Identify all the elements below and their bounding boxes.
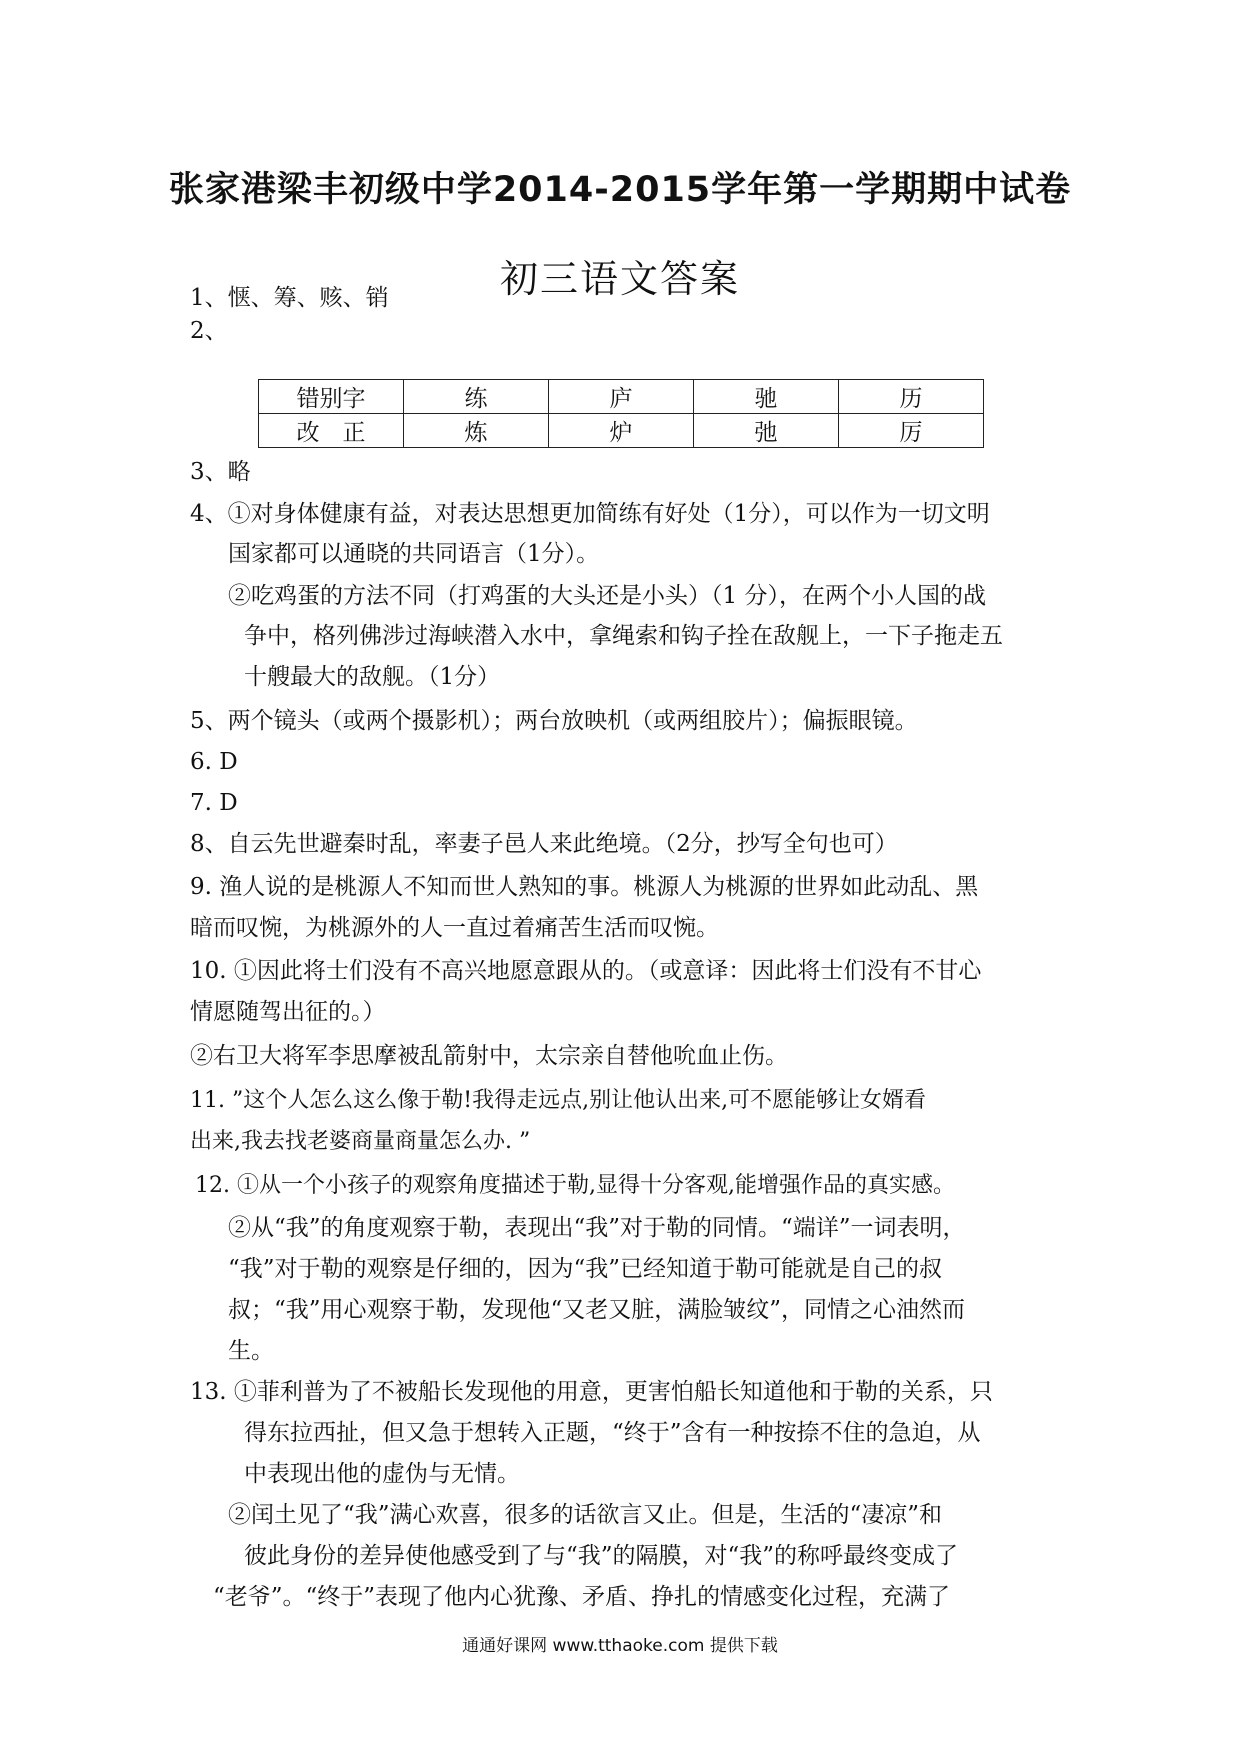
footer-download-note: 通通好课网 www.tthaoke.com 提供下载 xyxy=(462,1636,778,1656)
answer-13-line: “老爷”。“终于”表现了他内心犹豫、矛盾、挣扎的情感变化过程，充满了 xyxy=(213,1584,951,1610)
answer-4-line: 国家都可以通晓的共同语言（1分）。 xyxy=(228,541,600,567)
answer-12-line: ②从“我”的角度观察于勒，表现出“我”对于勒的同情。“端详”一词表明， xyxy=(228,1215,966,1241)
answer-9-line: 暗而叹惋，为桃源外的人一直过着痛苦生活而叹惋。 xyxy=(190,915,719,941)
answer-12-line: 叔；“我”用心观察于勒，发现他“又老又脏，满脸皱纹”，同情之心油然而 xyxy=(228,1297,966,1323)
answer-7: 7. D xyxy=(190,790,238,816)
answer-12-line: 生。 xyxy=(228,1338,274,1364)
answer-13-line: 13. ①菲利普为了不被船长发现他的用意，更害怕船长知道他和于勒的关系，只 xyxy=(190,1379,993,1405)
answer-13-line: 中表现出他的虚伪与无情。 xyxy=(244,1461,520,1487)
answer-11-line: 出来,我去找老婆商量商量怎么办. ” xyxy=(190,1129,531,1154)
answer-2-label: 2、 xyxy=(190,318,228,344)
answer-10-line: ②右卫大将军李思摩被乱箭射中，太宗亲自替他吮血止伤。 xyxy=(190,1043,788,1069)
table-cell: 炉 xyxy=(549,414,694,448)
answer-12-line: 12. ①从一个小孩子的观察角度描述于勒,显得十分客观,能增强作品的真实感。 xyxy=(195,1173,955,1198)
table-cell: 改 正 xyxy=(259,414,404,448)
table-row-typos xyxy=(259,380,984,414)
table-cell: 练 xyxy=(404,380,549,414)
answer-4-line: 4、①对身体健康有益，对表达思想更加简练有好处（1分），可以作为一切文明 xyxy=(190,501,990,527)
answer-5: 5、两个镜头（或两个摄影机）；两台放映机（或两组胶片）；偏振眼镜。 xyxy=(190,708,918,734)
answer-10-line: 10. ①因此将士们没有不高兴地愿意跟从的。（或意译：因此将士们没有不甘心 xyxy=(190,958,982,984)
typo-correction-table xyxy=(258,379,984,448)
table-cell: 历 xyxy=(839,380,984,414)
table-cell: 错别字 xyxy=(259,380,404,414)
answer-6: 6. D xyxy=(190,749,238,775)
answer-4-line: ②吃鸡蛋的方法不同（打鸡蛋的大头还是小头）（1 分），在两个小人国的战 xyxy=(228,583,986,609)
answer-9-line: 9. 渔人说的是桃源人不知而世人熟知的事。桃源人为桃源的世界如此动乱、黑 xyxy=(190,874,979,900)
table-cell: 庐 xyxy=(549,380,694,414)
table-cell: 弛 xyxy=(694,414,839,448)
table-cell: 驰 xyxy=(694,380,839,414)
answer-11-line: 11. ”这个人怎么这么像于勒!我得走远点,别让他认出来,可不愿能够让女婿看 xyxy=(190,1088,927,1113)
table-row-corrections xyxy=(259,414,984,448)
answer-4-line: 十艘最大的敌舰。（1分） xyxy=(244,664,501,690)
table-cell: 炼 xyxy=(404,414,549,448)
answer-4-line: 争中，格列佛涉过海峡潜入水中，拿绳索和钩子拴在敌舰上，一下子拖走五 xyxy=(244,623,1003,649)
answer-10-line: 情愿随驾出征的。） xyxy=(190,999,386,1025)
answer-12-line: “我”对于勒的观察是仔细的，因为“我”已经知道于勒可能就是自己的叔 xyxy=(228,1256,943,1282)
answer-8: 8、自云先世避秦时乱，率妻子邑人来此绝境。（2分，抄写全句也可） xyxy=(190,831,898,857)
answer-13-line: 得东拉西扯，但又急于想转入正题，“终于”含有一种按捺不住的急迫，从 xyxy=(244,1420,981,1446)
answer-13-line: ②闰土见了“我”满心欢喜，很多的话欲言又止。但是，生活的“凄凉”和 xyxy=(228,1502,943,1528)
page-subtitle: 初三语文答案 xyxy=(499,257,740,301)
answer-1: 1、惬、筹、赅、销 xyxy=(190,285,389,311)
answer-3: 3、略 xyxy=(190,459,251,485)
table-cell: 厉 xyxy=(839,414,984,448)
answer-13-line: 彼此身份的差异使他感受到了与“我”的隔膜，对“我”的称呼最终变成了 xyxy=(244,1543,959,1569)
page-title: 张家港梁丰初级中学2014-2015学年第一学期期中试卷 xyxy=(168,170,1072,210)
